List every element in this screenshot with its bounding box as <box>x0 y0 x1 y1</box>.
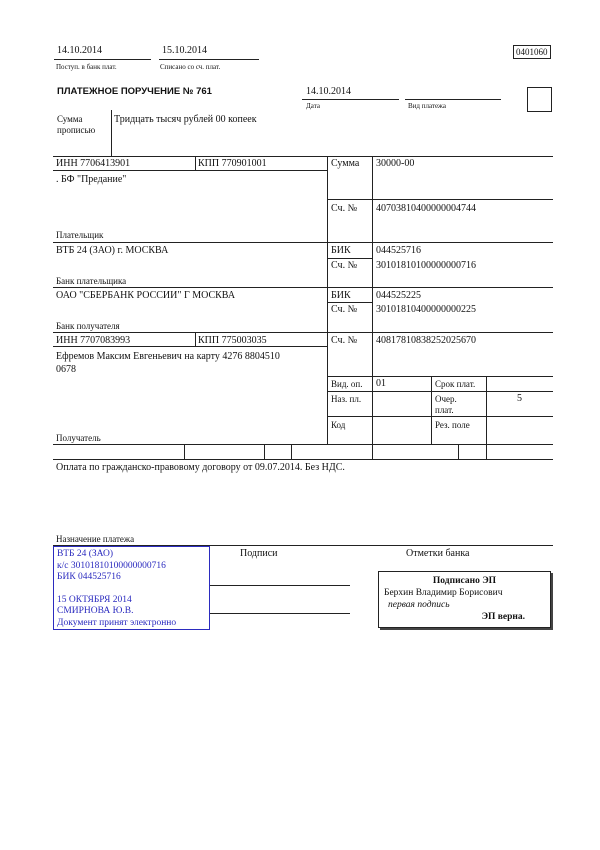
divider <box>53 156 553 157</box>
purpose-text: Оплата по гражданско-правовому договору от 09.07.2014. Без НДС. <box>56 462 345 473</box>
rez-label: Рез. поле <box>435 420 470 430</box>
divider <box>53 170 327 171</box>
e-signature-title: Подписано ЭП <box>432 576 497 586</box>
divider <box>53 242 553 243</box>
divider <box>53 444 553 445</box>
divider <box>53 459 553 460</box>
debited-date-label: Списано со сч. плат. <box>160 63 221 71</box>
e-signature-verified: ЭП верна. <box>481 612 525 622</box>
payment-type-label: Вид платежа <box>408 102 447 110</box>
recipient-account-label: Сч. № <box>331 335 358 346</box>
divider <box>372 444 373 459</box>
recipient-account: 40817810838252025670 <box>376 335 476 346</box>
divider <box>328 391 553 392</box>
divider <box>184 444 185 459</box>
divider <box>431 376 432 444</box>
divider <box>264 444 265 459</box>
order-title: ПЛАТЕЖНОЕ ПОРУЧЕНИЕ № 761 <box>57 86 212 97</box>
payer-bank-bik: 044525716 <box>376 245 421 256</box>
divider <box>328 376 553 377</box>
divider <box>458 444 459 459</box>
order-date: 14.10.2014 <box>306 86 351 97</box>
signatures-label: Подписи <box>240 548 278 559</box>
recipient-bank-bik-label: БИК <box>331 290 351 301</box>
received-date: 14.10.2014 <box>57 45 102 56</box>
sum-label: Сумма <box>331 158 360 169</box>
payer-bank-label: Банк плательщика <box>56 276 127 286</box>
vid-op-value: 01 <box>376 378 386 389</box>
recipient-bank-account: 30101810400000000225 <box>376 304 476 315</box>
kod-label: Код <box>331 420 346 430</box>
naz-label: Наз. пл. <box>331 394 362 404</box>
divider <box>111 110 112 156</box>
divider <box>328 416 553 417</box>
signature-line <box>210 585 350 586</box>
amount-words-label: Сумма прописью <box>57 114 96 135</box>
divider <box>328 199 553 200</box>
divider <box>486 444 487 459</box>
sum-value: 30000-00 <box>376 158 415 169</box>
ocher-label: Очер. плат. <box>435 394 457 415</box>
payer-bank-account-label: Сч. № <box>331 260 358 271</box>
payer-inn: ИНН 7706413901 <box>56 158 131 169</box>
payer-bank-name: ВТБ 24 (ЗАО) г. МОСКВА <box>56 245 169 256</box>
divider <box>195 332 196 346</box>
divider <box>291 444 292 459</box>
divider <box>195 156 196 170</box>
payer-label: Плательщик <box>56 230 104 240</box>
e-signature-box <box>378 571 551 628</box>
divider <box>327 156 328 444</box>
divider <box>405 99 501 100</box>
bank-stamp: ВТБ 24 (ЗАО) к/с 30101810100000000716 БИК 044525716 15 ОКТЯБРЯ 2014 СМИРНОВА Ю.В. Документ принят электронно <box>53 546 210 630</box>
payer-kpp: КПП 770901001 <box>198 158 267 169</box>
recipient-bank-label: Банк получателя <box>56 321 120 331</box>
bank-marks-label: Отметки банка <box>406 548 470 559</box>
purpose-label: Назначение платежа <box>56 534 135 544</box>
divider <box>302 99 399 100</box>
divider <box>54 59 151 60</box>
divider <box>486 376 487 444</box>
divider <box>328 302 372 303</box>
payer-name: . БФ "Предание" <box>56 174 127 185</box>
vid-op-label: Вид. оп. <box>331 379 363 389</box>
divider <box>159 59 259 60</box>
debited-date: 15.10.2014 <box>162 45 207 56</box>
recipient-bank-name: ОАО "СБЕРБАНК РОССИИ" Г МОСКВА <box>56 290 236 301</box>
checkbox-square <box>527 87 552 112</box>
divider <box>328 258 372 259</box>
divider <box>53 332 553 333</box>
divider <box>372 156 373 444</box>
payer-bank-account: 30101810100000000716 <box>376 260 476 271</box>
amount-words-value: Тридцать тысяч рублей 00 копеек <box>114 114 257 125</box>
e-signature-signer: Берхин Владимир Борисович <box>384 588 503 598</box>
payer-account-label: Сч. № <box>331 203 358 214</box>
srok-label: Срок плат. <box>435 379 476 389</box>
order-date-label: Дата <box>306 102 320 110</box>
signature-line <box>210 613 350 614</box>
payer-account: 40703810400000004744 <box>376 203 476 214</box>
ocher-value: 5 <box>517 393 522 404</box>
payer-bank-bik-label: БИК <box>331 245 351 256</box>
recipient-name: Ефремов Максим Евгеньевич на карту 4276 8804510 0678 <box>56 351 280 375</box>
recipient-bank-account-label: Сч. № <box>331 304 358 315</box>
recipient-bank-bik: 044525225 <box>376 290 421 301</box>
recipient-inn: ИНН 7707083993 <box>56 335 131 346</box>
recipient-kpp: КПП 775003035 <box>198 335 267 346</box>
divider <box>53 287 553 288</box>
divider <box>53 346 327 347</box>
received-date-label: Поступ. в банк плат. <box>56 63 117 71</box>
form-code-box: 0401060 <box>513 45 551 59</box>
recipient-label: Получатель <box>56 433 101 443</box>
e-signature-role: первая подпись <box>388 600 450 610</box>
